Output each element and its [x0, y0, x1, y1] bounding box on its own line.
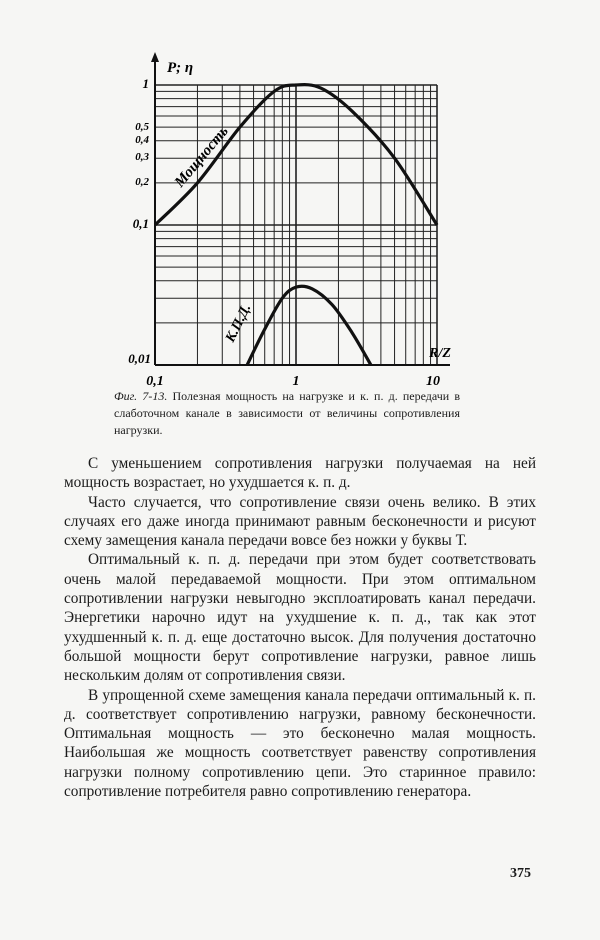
y-axis-label: P; η — [167, 60, 194, 76]
figure-caption-text: Полезная мощность на нагрузке и к. п. д. передачи в слаботочном канале в зависимости от величины сопротивления нагрузки. — [114, 389, 461, 437]
paragraph: В упрощенной схеме замещения канала передачи оптимальный к. п. д. соответствует сопротивлению нагрузки, равному бесконечности. Оптимальная мощность — это бесконечно малая мощность. Наибольшая же мощность соответствует равенству сопротивления нагрузки полному сопротивлению цепи. Это старинное правило: сопротивление потребителя равно сопротивлению генератора. — [64, 686, 536, 801]
x-tick-label: 1 — [292, 374, 300, 389]
x-tick-label: 10 — [426, 374, 440, 389]
x-axis-label: R/Z — [429, 346, 451, 361]
figure-caption-label: Фиг. 7-13. — [114, 389, 168, 403]
y-tick-label: 0,2 — [135, 176, 149, 188]
x-tick-label: 0,1 — [146, 374, 164, 389]
y-tick-label: 0,4 — [135, 134, 149, 146]
y-tick-label: 1 — [142, 76, 149, 91]
figure-chart — [0, 0, 600, 390]
paragraph: Часто случается, что сопротивление связи очень велико. В этих случаях его даже иногда принимают равным бесконечности и рисуют схему замещения канала передачи вовсе без ножки у буквы Т. — [64, 493, 536, 550]
figure-caption — [114, 388, 460, 439]
chart-grid — [155, 85, 437, 365]
page-number: 375 — [510, 866, 531, 881]
body-text — [64, 454, 536, 801]
y-tick-label: 0,01 — [128, 351, 151, 366]
series-label-power: Мощность — [171, 123, 232, 191]
paragraph: Оптимальный к. п. д. передачи при этом будет соответствовать очень малой передаваемой мощности. При этом оптимальном сопротивлении нагрузки невыгодно эксплоатировать канал передачи. Энергетики нарочно идут на ухудшение к. п. д., так как этот ухудшенный к. п. д. еще достаточно высок. Для получения достаточно большой мощности берут сопротивление нагрузки, равное лишь нескольким долям от сопротивления связи. — [64, 551, 536, 685]
y-tick-label: 0,1 — [132, 216, 149, 231]
y-axis-arrow — [151, 52, 159, 62]
y-tick-label: 0,3 — [135, 151, 149, 163]
y-tick-label: 0,5 — [135, 121, 149, 133]
series-label-efficiency: К.П.Д. — [223, 301, 255, 345]
paragraph: С уменьшением сопротивления нагрузки получаемая на ней мощность возрастает, но ухудшается к. п. д. — [64, 455, 536, 492]
